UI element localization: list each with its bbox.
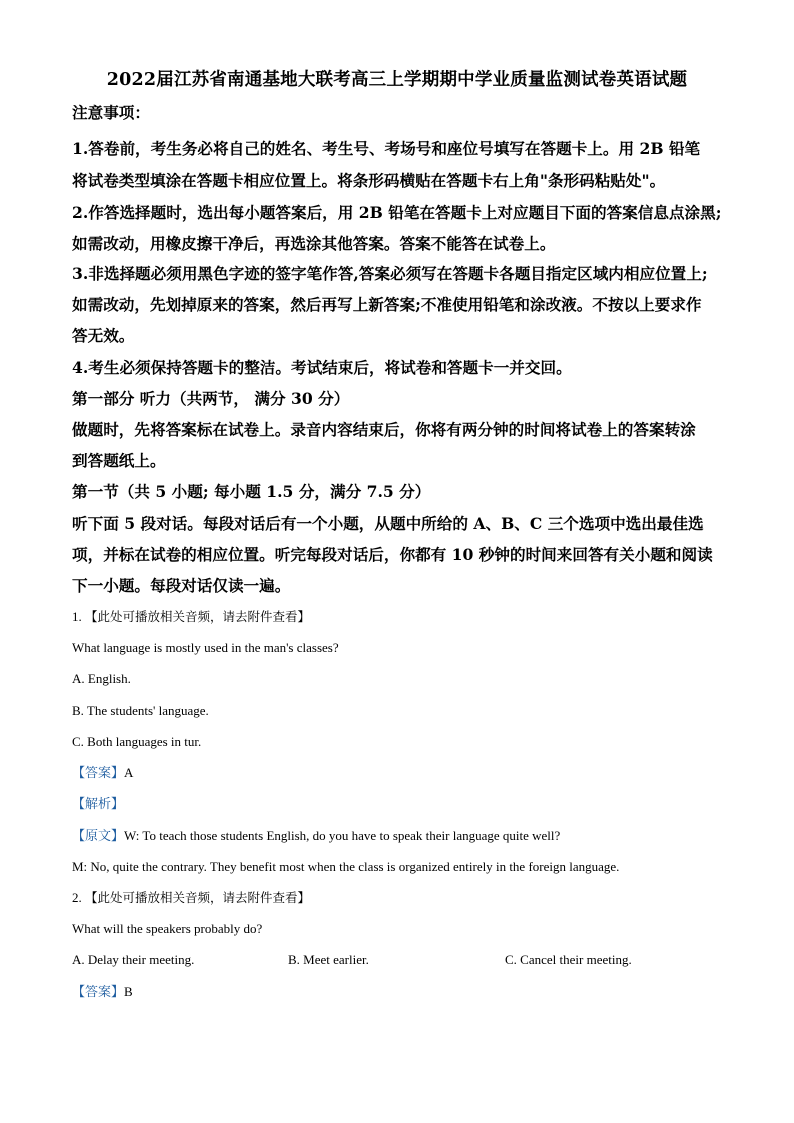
- original-tag: 【原文】: [72, 829, 125, 844]
- notice-line: 答无效。: [72, 326, 135, 345]
- section1-instruction: 下一小题。每段对话仅读一遍。: [72, 576, 291, 595]
- notice-line: 4.考生必须保持答题卡的整洁。考试结束后，将试卷和答题卡一并交回。: [72, 358, 572, 377]
- section1-instruction: 听下面 5 段对话。每段对话后有一个小题，从题中所给的 A、B、C 三个选项中选出最佳选: [72, 514, 704, 533]
- answer-value: B: [124, 984, 133, 999]
- part1-instruction: 做题时，先将答案标在试卷上。录音内容结束后，你将有两分钟的时间将试卷上的答案转涂: [72, 420, 696, 439]
- section1-instruction: 项，并标在试卷的相应位置。听完每段对话后，你都有 10 秒钟的时间来回答有关小题和阅读: [72, 545, 713, 564]
- notice-line: 2.作答选择题时，选出每小题答案后，用 2B 铅笔在答题卡上对应题目下面的答案信息点涂黑;: [72, 203, 722, 222]
- q1-option-b: B. The students' language.: [72, 703, 209, 718]
- transcript-w: W: To teach those students English, do you have to speak their language quite well?: [124, 828, 561, 843]
- q1-audio-note: 【此处可播放相关音频，请去附件查看】: [85, 609, 311, 624]
- part1-instruction: 到答题纸上。: [72, 451, 166, 470]
- section1-heading: 第一节（共 5 小题; 每小题 1.5 分，满分 7.5 分）: [72, 482, 431, 501]
- analysis-tag: 【解析】: [72, 797, 125, 812]
- q1-original-w: [72, 827, 560, 846]
- answer-value: A: [124, 765, 134, 780]
- notice-line: 将试卷类型填涂在答题卡相应位置上。将条形码横贴在答题卡右上角"条形码粘贴处"。: [72, 171, 666, 190]
- q1-analysis: [72, 795, 124, 814]
- q2-audio-note: 【此处可播放相关音频，请去附件查看】: [85, 890, 311, 905]
- q2-option-c: C. Cancel their meeting.: [505, 952, 632, 967]
- q2-option-b: B. Meet earlier.: [288, 952, 369, 967]
- answer-tag: 【答案】: [72, 985, 125, 1000]
- q2-question: What will the speakers probably do?: [72, 921, 263, 936]
- q1-question: What language is mostly used in the man's classes?: [72, 640, 339, 655]
- part1-heading: 第一部分 听力（共两节， 满分 30 分）: [72, 389, 350, 408]
- q1-option-a: A. English.: [72, 671, 131, 686]
- q1-original-m: M: No, quite the contrary. They benefit most when the class is organized entirely in the foreign language.: [72, 859, 620, 874]
- page-title: 2022届江苏省南通基地大联考高三上学期期中学业质量监测试卷英语试题: [106, 70, 688, 90]
- notice-line: 如需改动，用橡皮擦干净后，再选涂其他答案。答案不能答在试卷上。: [72, 234, 556, 253]
- notice-line: 3.非选择题必须用黑色字迹的签字笔作答,答案必须写在答题卡各题目指定区域内相应位置上;: [72, 264, 708, 283]
- notice-line: 如需改动，先划掉原来的答案，然后再写上新答案;不准使用铅笔和涂改液。不按以上要求作: [72, 295, 702, 314]
- q1-number: 1.: [72, 609, 82, 624]
- notice-line: 1.答卷前，考生务必将自己的姓名、考生号、考场号和座位号填写在答题卡上。用 2B 铅笔: [72, 139, 701, 158]
- q2-header: [72, 889, 310, 907]
- q1-answer: [72, 764, 133, 783]
- answer-tag: 【答案】: [72, 766, 125, 781]
- q1-option-c: C. Both languages in tur.: [72, 734, 202, 749]
- q2-answer: [72, 983, 133, 1002]
- q2-option-a: A. Delay their meeting.: [72, 952, 195, 967]
- q2-number: 2.: [72, 890, 82, 905]
- q1-header: [72, 608, 310, 626]
- notice-heading: 注意事项：: [72, 103, 150, 122]
